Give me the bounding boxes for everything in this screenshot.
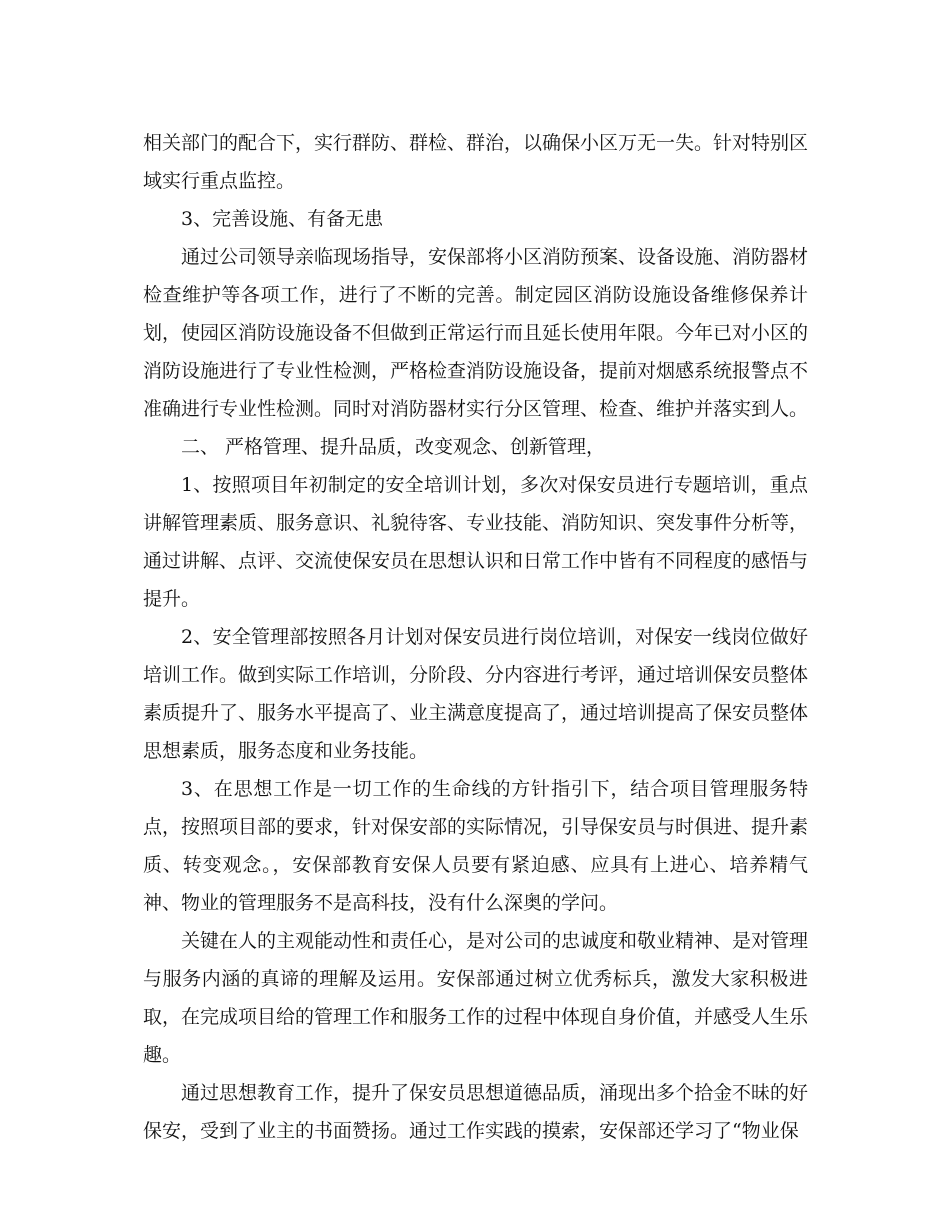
section-heading-management: 二、 严格管理、提升品质，改变观念、创新管理， [181, 436, 606, 458]
paragraph-post-training: 2、安全管理部按照各月计划对保安员进行岗位培训，对保安一线岗位做好培训工作。做到实际工作培训，分阶段、分内容进行考评，通过培训保安员整体素质提升了、服务水平提高了、业主满意度提高了，通过培训提高了保安员整体思想素质，服务态度和业务技能。 [143, 626, 809, 762]
section-heading-facilities: 3、完善设施、有备无患 [181, 208, 384, 230]
paragraph-key-factors: 关键在人的主观能动性和责任心，是对公司的忠诚度和敬业精神、是对管理与服务内涵的真谛的理解及运用。安保部通过树立优秀标兵，激发大家积极进取，在完成项目给的管理工作和服务工作的过程中体现自身价值，并感受人生乐趣。 [143, 930, 809, 1066]
paragraph-facilities: 通过公司领导亲临现场指导，安保部将小区消防预案、设备设施、消防器材检查维护等各项工作，进行了不断的完善。制定园区消防设施设备维修保养计划，使园区消防设施设备不但做到正常运行而且延长使用年限。今年已对小区的消防设施进行了专业性检测，严格检查消防设施设备，提前对烟感系统报警点不准确进行专业性检测。同时对消防器材实行分区管理、检查、维护并落实到人。 [143, 246, 809, 420]
paragraph-training-plan: 1、按照项目年初制定的安全培训计划，多次对保安员进行专题培训，重点讲解管理素质、服务意识、礼貌待客、专业技能、消防知识、突发事件分析等，通过讲解、点评、交流使保安员在思想认识和日常工作中皆有不同程度的感悟与提升。 [143, 474, 809, 610]
paragraph-education-results: 通过思想教育工作，提升了保安员思想道德品质，涌现出多个拾金不昧的好保安，受到了业主的书面赞扬。通过工作实践的摸索，安保部还学习了“物业保 [143, 1082, 809, 1142]
paragraph-ideology: 3、在思想工作是一切工作的生命线的方针指引下，结合项目管理服务特点，按照项目部的要求，针对保安部的实际情况，引导保安员与时俱进、提升素质、转变观念。，安保部教育安保人员要有紧迫感、应具有上进心、培养精气神、物业的管理服务不是高科技，没有什么深奥的学问。 [143, 778, 809, 914]
paragraph-continuation: 相关部门的配合下，实行群防、群检、群治，以确保小区万无一失。针对特别区域实行重点监控。 [143, 132, 809, 192]
document-body [143, 124, 808, 1150]
